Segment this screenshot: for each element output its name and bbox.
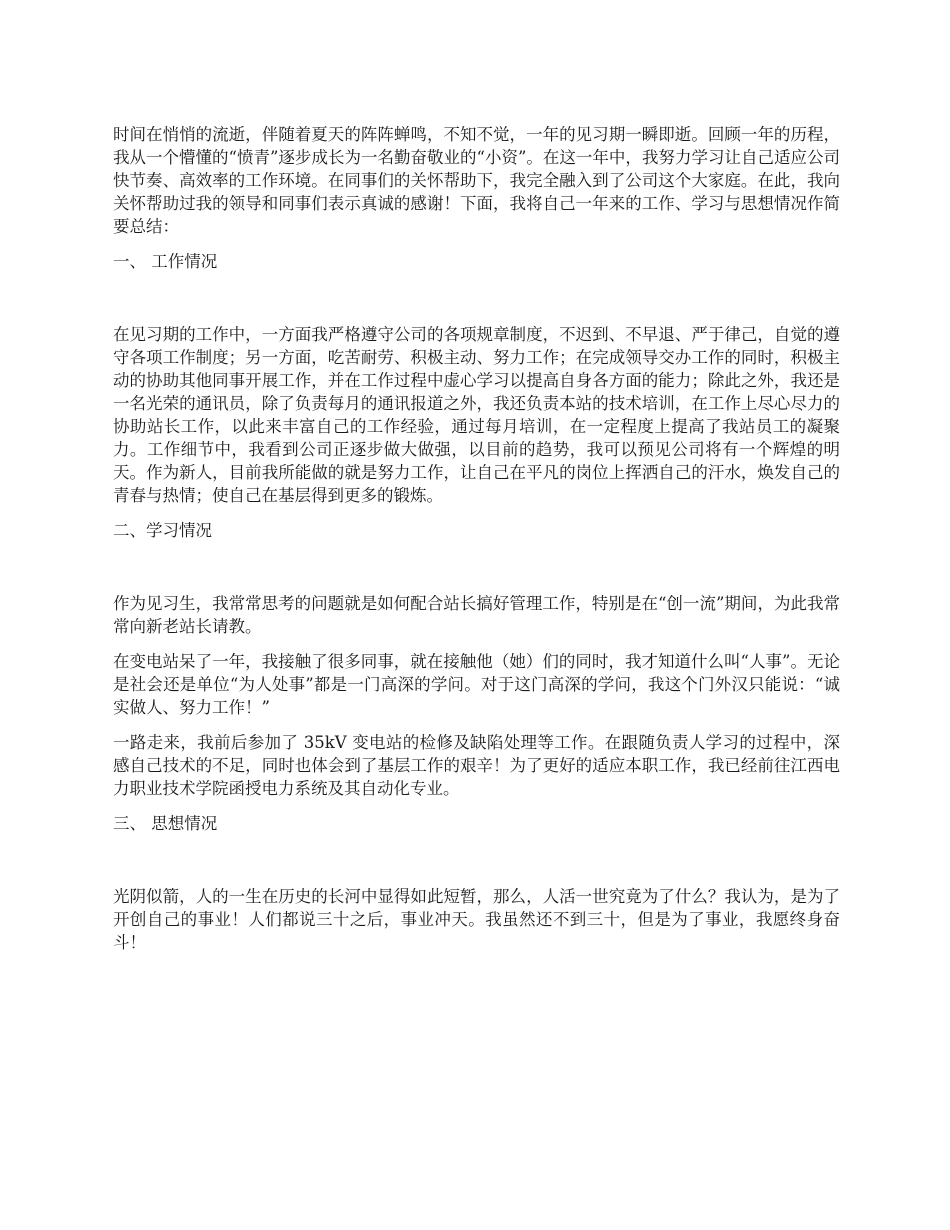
spacer xyxy=(113,273,840,323)
study-paragraph-3: 一路走来，我前后参加了 35kV 变电站的检修及缺陷处理等工作。在跟随负责人学习的过程中，深感自己技术的不足，同时也体会到了基层工作的艰辛！为了更好的适应本职工作，我已经前往江西电力职业技术学院函授电力系统及其自动化专业。 xyxy=(113,733,840,798)
work-paragraph: 在见习期的工作中，一方面我严格遵守公司的各项规章制度，不迟到、不早退、严于律己，自觉的遵守各项工作制度；另一方面，吃苦耐劳、积极主动、努力工作；在完成领导交办工作的同时，积极主动的协助其他同事开展工作，并在工作过程中虚心学习以提高自身各方面的能力；除此之外，我还是一名光荣的通讯员，除了负责每月的通讯报道之外，我还负责本站的技术培训，在工作上尽心尽力的协助站长工作，以此来丰富自己的工作经验，通过每月培训，在一定程度上提高了我站员工的凝聚力。工作细节中，我看到公司正逐步做大做强，以目前的趋势，我可以预见公司将有一个辉煌的明天。作为新人，目前我所能做的就是努力工作，让自己在平凡的岗位上挥洒自己的汗水，焕发自己的青春与热情；使自己在基层得到更多的锻炼。 xyxy=(113,325,840,505)
section-heading-work: 一、 工作情况 xyxy=(113,252,218,271)
study-paragraph-2: 在变电站呆了一年，我接触了很多同事，就在接触他（她）们的同时，我才知道什么叫“人事”。无论是社会还是单位“为人处事”都是一门高深的学问。对于这门高深的学问，我这个门外汉只能说：“诚实做人、努力工作！” xyxy=(113,652,840,717)
document-body xyxy=(113,123,840,966)
intro-paragraph: 时间在悄悄的流逝，伴随着夏天的阵阵蝉鸣，不知不觉，一年的见习期一瞬即逝。回顾一年的历程，我从一个懵懂的“愤青”逐步成长为一名勤奋敬业的“小资”。在这一年中，我努力学习让自己适应公司快节奏、高效率的工作环境。在同事们的关怀帮助下，我完全融入到了公司这个大家庭。在此，我向关怀帮助过我的领导和同事们表示真诚的感谢！下面，我将自己一年来的工作、学习与思想情况作简要总结： xyxy=(113,125,840,236)
spacer xyxy=(113,542,840,592)
section-heading-study: 二、学习情况 xyxy=(113,521,212,540)
study-paragraph-1: 作为见习生，我常常思考的问题就是如何配合站长搞好管理工作，特别是在“创一流”期间，为此我常常向新老站长请教。 xyxy=(113,594,840,636)
thought-paragraph: 光阴似箭，人的一生在历史的长河中显得如此短暂，那么，人活一世究竟为了什么？我认为，是为了开创自己的事业！人们都说三十之后，事业冲天。我虽然还不到三十，但是为了事业，我愿终身奋斗！ xyxy=(113,887,840,952)
spacer xyxy=(113,835,840,885)
section-heading-thought: 三、 思想情况 xyxy=(113,814,218,833)
